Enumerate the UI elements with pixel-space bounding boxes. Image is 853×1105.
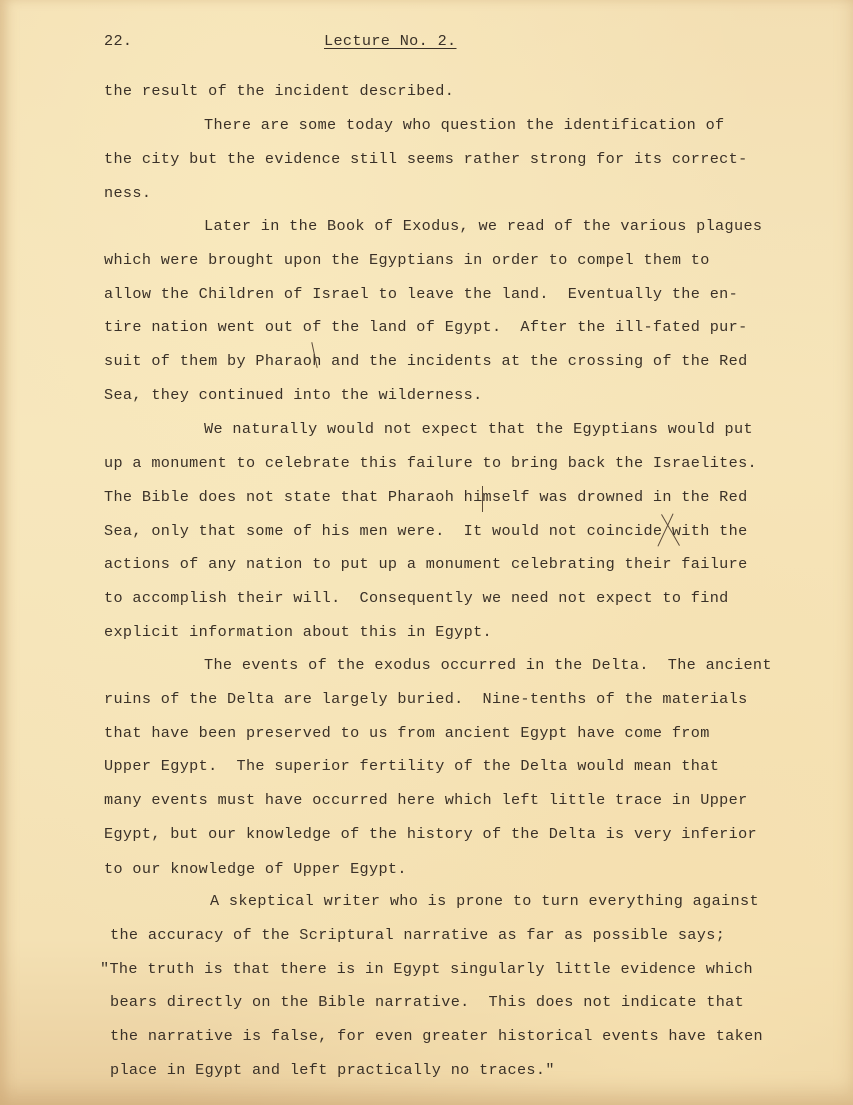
text-line: to accomplish their will. Consequently we need not expect to find <box>104 589 729 607</box>
page-number: 22. <box>104 32 133 50</box>
text-line: Upper Egypt. The superior fertility of the Delta would mean that <box>104 757 720 775</box>
text-line: the result of the incident described. <box>104 82 455 100</box>
text-line: Egypt, but our knowledge of the history of the Delta is very inferior <box>104 825 758 843</box>
text-line: many events must have occurred here which left little trace in Upper <box>104 791 748 809</box>
text-line: ness. <box>104 184 152 202</box>
text-line: The Bible does not state that Pharaoh himself was drowned in the Red <box>104 488 748 506</box>
text-line: We naturally would not expect that the Egyptians would put <box>204 420 753 438</box>
text-line: the city but the evidence still seems rather strong for its correct- <box>104 150 748 168</box>
text-line: place in Egypt and left practically no traces." <box>110 1061 555 1079</box>
text-line: The events of the exodus occurred in the Delta. The ancient <box>204 656 772 674</box>
text-line: tire nation went out of the land of Egypt. After the ill-fated pur- <box>104 318 748 336</box>
text-line: "The truth is that there is in Egypt singularly little evidence which <box>100 960 754 978</box>
page-title: Lecture No. 2. <box>324 32 457 50</box>
text-line: bears directly on the Bible narrative. This does not indicate that <box>110 993 745 1011</box>
text-line: which were brought upon the Egyptians in order to compel them to <box>104 251 710 269</box>
text-line: Sea, they continued into the wilderness. <box>104 386 483 404</box>
text-line: suit of them by Pharaoh and the incidents at the crossing of the Red <box>104 352 748 370</box>
text-line: Later in the Book of Exodus, we read of the various plagues <box>204 217 763 235</box>
text-line: Sea, only that some of his men were. It would not coincide with the <box>104 522 748 540</box>
text-line: to our knowledge of Upper Egypt. <box>104 860 407 878</box>
text-line: up a monument to celebrate this failure to bring back the Israelites. <box>104 454 758 472</box>
text-line: ruins of the Delta are largely buried. Nine-tenths of the materials <box>104 690 748 708</box>
text-line: A skeptical writer who is prone to turn everything against <box>210 892 759 910</box>
handwritten-mark <box>482 486 483 512</box>
text-line: There are some today who question the identification of <box>204 116 725 134</box>
text-line: that have been preserved to us from ancient Egypt have come from <box>104 724 710 742</box>
text-line: allow the Children of Israel to leave the land. Eventually the en- <box>104 285 739 303</box>
text-line: the narrative is false, for even greater historical events have taken <box>110 1027 764 1045</box>
text-line: the accuracy of the Scriptural narrative as far as possible says; <box>110 926 726 944</box>
text-line: actions of any nation to put up a monument celebrating their failure <box>104 555 748 573</box>
text-line: explicit information about this in Egypt. <box>104 623 493 641</box>
